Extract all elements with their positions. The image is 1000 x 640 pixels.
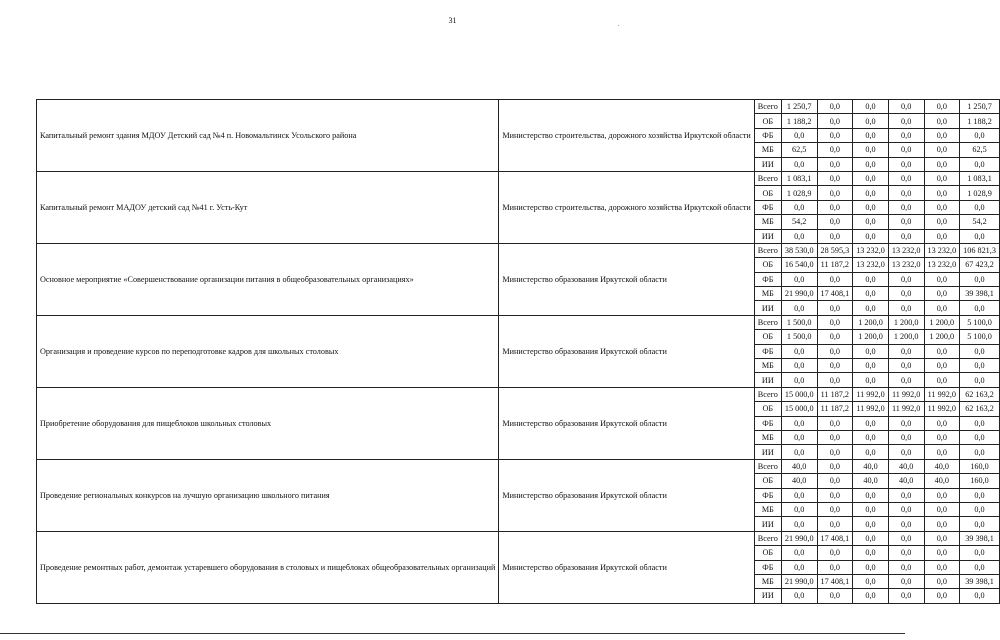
amount-value: 0,0 [781, 128, 817, 142]
amount-value: 0,0 [781, 502, 817, 516]
amount-value: 0,0 [817, 502, 853, 516]
page-mark: . [618, 22, 620, 28]
amount-value: 0,0 [817, 445, 853, 459]
amount-value: 0,0 [924, 128, 960, 142]
amount-value: 40,0 [781, 459, 817, 473]
amount-value: 0,0 [817, 589, 853, 603]
table-row [37, 243, 1000, 257]
amount-value: 13 232,0 [853, 258, 889, 272]
activity-name: Организация и проведение курсов по переподготовке кадров для школьных столовых [37, 315, 499, 387]
amount-value: 0,0 [924, 287, 960, 301]
amount-value: 0,0 [817, 430, 853, 444]
total-value: 0,0 [960, 344, 1000, 358]
responsible-ministry: Министерство образования Иркутской области [499, 387, 754, 459]
amount-value: 0,0 [781, 301, 817, 315]
amount-value: 0,0 [853, 416, 889, 430]
amount-value: 0,0 [888, 215, 924, 229]
amount-value: 0,0 [853, 589, 889, 603]
amount-value: 0,0 [888, 373, 924, 387]
amount-value: 0,0 [817, 474, 853, 488]
amount-value: 0,0 [817, 459, 853, 473]
total-value: 0,0 [960, 488, 1000, 502]
total-value: 67 423,2 [960, 258, 1000, 272]
amount-value: 28 595,3 [817, 243, 853, 257]
amount-value: 0,0 [888, 229, 924, 243]
amount-value: 0,0 [888, 100, 924, 114]
funding-source: ИИ [754, 229, 781, 243]
amount-value: 0,0 [781, 229, 817, 243]
amount-value: 0,0 [924, 589, 960, 603]
amount-value: 0,0 [817, 517, 853, 531]
amount-value: 17 408,1 [817, 531, 853, 545]
total-value: 0,0 [960, 546, 1000, 560]
amount-value: 0,0 [924, 215, 960, 229]
total-value: 0,0 [960, 359, 1000, 373]
amount-value: 0,0 [924, 344, 960, 358]
activity-name: Основное мероприятие «Совершенствование организации питания в общеобразовательных организациях» [37, 243, 499, 315]
amount-value: 21 990,0 [781, 531, 817, 545]
total-value: 1 188,2 [960, 114, 1000, 128]
amount-value: 11 187,2 [817, 258, 853, 272]
amount-value: 0,0 [888, 574, 924, 588]
amount-value: 1 028,9 [781, 186, 817, 200]
amount-value: 38 530,0 [781, 243, 817, 257]
amount-value: 0,0 [853, 546, 889, 560]
amount-value: 0,0 [888, 488, 924, 502]
amount-value: 0,0 [924, 445, 960, 459]
amount-value: 13 232,0 [888, 243, 924, 257]
amount-value: 0,0 [781, 272, 817, 286]
amount-value: 0,0 [853, 100, 889, 114]
amount-value: 40,0 [888, 474, 924, 488]
table-row [37, 171, 1000, 185]
amount-value: 0,0 [924, 546, 960, 560]
amount-value: 0,0 [781, 157, 817, 171]
total-value: 1 083,1 [960, 171, 1000, 185]
total-value: 0,0 [960, 517, 1000, 531]
amount-value: 0,0 [924, 560, 960, 574]
amount-value: 1 250,7 [781, 100, 817, 114]
amount-value: 0,0 [924, 430, 960, 444]
amount-value: 11 992,0 [888, 387, 924, 401]
table-row [37, 531, 1000, 545]
amount-value: 16 540,0 [781, 258, 817, 272]
activity-name: Капитальный ремонт МАДОУ детский сад №41 г. Усть-Кут [37, 171, 499, 243]
amount-value: 0,0 [924, 301, 960, 315]
amount-value: 0,0 [853, 143, 889, 157]
total-value: 0,0 [960, 416, 1000, 430]
amount-value: 0,0 [853, 373, 889, 387]
amount-value: 0,0 [888, 560, 924, 574]
funding-source: ФБ [754, 200, 781, 214]
amount-value: 21 990,0 [781, 287, 817, 301]
amount-value: 0,0 [817, 157, 853, 171]
amount-value: 0,0 [888, 143, 924, 157]
amount-value: 0,0 [924, 517, 960, 531]
amount-value: 40,0 [853, 474, 889, 488]
amount-value: 0,0 [853, 517, 889, 531]
amount-value: 0,0 [781, 517, 817, 531]
amount-value: 0,0 [817, 546, 853, 560]
responsible-ministry: Министерство образования Иркутской области [499, 531, 754, 603]
funding-source: ОБ [754, 402, 781, 416]
amount-value: 0,0 [924, 416, 960, 430]
amount-value: 21 990,0 [781, 574, 817, 588]
funding-source: МБ [754, 430, 781, 444]
amount-value: 0,0 [781, 488, 817, 502]
funding-source: ОБ [754, 474, 781, 488]
amount-value: 0,0 [853, 430, 889, 444]
total-value: 0,0 [960, 301, 1000, 315]
amount-value: 0,0 [853, 344, 889, 358]
funding-source: МБ [754, 215, 781, 229]
funding-source: ОБ [754, 258, 781, 272]
amount-value: 0,0 [888, 546, 924, 560]
amount-value: 0,0 [924, 171, 960, 185]
total-value: 0,0 [960, 430, 1000, 444]
funding-source: ОБ [754, 114, 781, 128]
total-value: 39 398,1 [960, 287, 1000, 301]
amount-value: 0,0 [817, 560, 853, 574]
amount-value: 0,0 [924, 574, 960, 588]
amount-value: 54,2 [781, 215, 817, 229]
amount-value: 13 232,0 [924, 258, 960, 272]
amount-value: 1 200,0 [853, 330, 889, 344]
amount-value: 0,0 [888, 517, 924, 531]
amount-value: 0,0 [888, 200, 924, 214]
amount-value: 0,0 [888, 301, 924, 315]
funding-source: Всего [754, 171, 781, 185]
amount-value: 0,0 [888, 359, 924, 373]
amount-value: 0,0 [888, 430, 924, 444]
total-value: 0,0 [960, 200, 1000, 214]
funding-source: ИИ [754, 589, 781, 603]
funding-source: ИИ [754, 517, 781, 531]
amount-value: 0,0 [817, 100, 853, 114]
amount-value: 0,0 [781, 359, 817, 373]
total-value: 0,0 [960, 502, 1000, 516]
table-row [37, 100, 1000, 114]
amount-value: 0,0 [853, 157, 889, 171]
amount-value: 0,0 [817, 128, 853, 142]
amount-value: 0,0 [817, 272, 853, 286]
amount-value: 1 200,0 [924, 330, 960, 344]
amount-value: 0,0 [781, 560, 817, 574]
amount-value: 0,0 [888, 114, 924, 128]
amount-value: 0,0 [853, 574, 889, 588]
amount-value: 1 500,0 [781, 330, 817, 344]
bottom-border [0, 633, 905, 634]
amount-value: 1 200,0 [853, 315, 889, 329]
total-value: 160,0 [960, 459, 1000, 473]
amount-value: 40,0 [888, 459, 924, 473]
amount-value: 0,0 [817, 186, 853, 200]
funding-source: Всего [754, 100, 781, 114]
amount-value: 0,0 [817, 114, 853, 128]
amount-value: 13 232,0 [888, 258, 924, 272]
amount-value: 0,0 [888, 171, 924, 185]
amount-value: 0,0 [781, 344, 817, 358]
amount-value: 0,0 [853, 502, 889, 516]
total-value: 54,2 [960, 215, 1000, 229]
amount-value: 0,0 [888, 186, 924, 200]
amount-value: 0,0 [853, 359, 889, 373]
amount-value: 0,0 [817, 301, 853, 315]
funding-source: Всего [754, 243, 781, 257]
amount-value: 0,0 [888, 589, 924, 603]
amount-value: 0,0 [817, 488, 853, 502]
amount-value: 40,0 [853, 459, 889, 473]
funding-source: ФБ [754, 560, 781, 574]
amount-value: 0,0 [817, 359, 853, 373]
amount-value: 0,0 [853, 128, 889, 142]
funding-source: ФБ [754, 416, 781, 430]
funding-source: Всего [754, 387, 781, 401]
table-row [37, 387, 1000, 401]
amount-value: 0,0 [888, 157, 924, 171]
amount-value: 0,0 [817, 330, 853, 344]
funding-source: ФБ [754, 344, 781, 358]
funding-source: ОБ [754, 546, 781, 560]
amount-value: 0,0 [924, 359, 960, 373]
amount-value: 0,0 [888, 531, 924, 545]
amount-value: 0,0 [781, 445, 817, 459]
amount-value: 40,0 [781, 474, 817, 488]
page-number: 31 [448, 16, 457, 25]
amount-value: 0,0 [924, 502, 960, 516]
funding-source: МБ [754, 143, 781, 157]
responsible-ministry: Министерство строительства, дорожного хозяйства Иркутской области [499, 171, 754, 243]
amount-value: 0,0 [924, 186, 960, 200]
amount-value: 0,0 [853, 114, 889, 128]
amount-value: 0,0 [781, 416, 817, 430]
amount-value: 0,0 [817, 143, 853, 157]
amount-value: 0,0 [888, 287, 924, 301]
amount-value: 0,0 [924, 272, 960, 286]
responsible-ministry: Министерство образования Иркутской области [499, 315, 754, 387]
amount-value: 0,0 [853, 171, 889, 185]
activity-name: Капитальный ремонт здания МДОУ Детский сад №4 п. Новомальтинск Усольского района [37, 100, 499, 172]
amount-value: 11 187,2 [817, 387, 853, 401]
amount-value: 0,0 [817, 229, 853, 243]
amount-value: 0,0 [853, 229, 889, 243]
amount-value: 1 200,0 [888, 330, 924, 344]
amount-value: 0,0 [924, 157, 960, 171]
amount-value: 40,0 [924, 459, 960, 473]
total-value: 1 028,9 [960, 186, 1000, 200]
amount-value: 0,0 [924, 143, 960, 157]
amount-value: 40,0 [924, 474, 960, 488]
funding-source: ИИ [754, 373, 781, 387]
amount-value: 0,0 [924, 100, 960, 114]
responsible-ministry: Министерство строительства, дорожного хозяйства Иркутской области [499, 100, 754, 172]
funding-source: ИИ [754, 445, 781, 459]
amount-value: 0,0 [781, 200, 817, 214]
amount-value: 0,0 [853, 488, 889, 502]
table-row [37, 315, 1000, 329]
funding-source: ИИ [754, 157, 781, 171]
total-value: 0,0 [960, 589, 1000, 603]
amount-value: 0,0 [888, 416, 924, 430]
amount-value: 1 200,0 [888, 315, 924, 329]
amount-value: 0,0 [817, 416, 853, 430]
total-value: 0,0 [960, 373, 1000, 387]
amount-value: 0,0 [817, 373, 853, 387]
total-value: 0,0 [960, 157, 1000, 171]
amount-value: 1 083,1 [781, 171, 817, 185]
total-value: 0,0 [960, 560, 1000, 574]
amount-value: 0,0 [924, 229, 960, 243]
total-value: 106 821,3 [960, 243, 1000, 257]
amount-value: 11 187,2 [817, 402, 853, 416]
amount-value: 1 188,2 [781, 114, 817, 128]
amount-value: 0,0 [888, 128, 924, 142]
amount-value: 15 000,0 [781, 387, 817, 401]
activity-name: Проведение ремонтных работ, демонтаж устаревшего оборудования в столовых и пищеблоках общеобразовательных организаций [37, 531, 499, 603]
funding-source: Всего [754, 531, 781, 545]
funding-source: ФБ [754, 488, 781, 502]
amount-value: 11 992,0 [924, 402, 960, 416]
total-value: 0,0 [960, 445, 1000, 459]
funding-source: ИИ [754, 301, 781, 315]
amount-value: 0,0 [817, 315, 853, 329]
total-value: 62 163,2 [960, 387, 1000, 401]
amount-value: 0,0 [924, 373, 960, 387]
amount-value: 0,0 [817, 344, 853, 358]
amount-value: 0,0 [853, 200, 889, 214]
amount-value: 0,0 [853, 287, 889, 301]
amount-value: 0,0 [924, 114, 960, 128]
amount-value: 0,0 [853, 301, 889, 315]
amount-value: 0,0 [781, 430, 817, 444]
total-value: 0,0 [960, 229, 1000, 243]
amount-value: 0,0 [853, 272, 889, 286]
total-value: 39 398,1 [960, 574, 1000, 588]
amount-value: 0,0 [924, 200, 960, 214]
table-row [37, 459, 1000, 473]
amount-value: 1 200,0 [924, 315, 960, 329]
responsible-ministry: Министерство образования Иркутской области [499, 243, 754, 315]
funding-source: ОБ [754, 186, 781, 200]
budget-table [36, 99, 1000, 604]
amount-value: 11 992,0 [853, 402, 889, 416]
amount-value: 0,0 [817, 171, 853, 185]
total-value: 39 398,1 [960, 531, 1000, 545]
amount-value: 0,0 [888, 445, 924, 459]
funding-source: ФБ [754, 272, 781, 286]
funding-source: Всего [754, 459, 781, 473]
total-value: 0,0 [960, 272, 1000, 286]
amount-value: 0,0 [853, 560, 889, 574]
funding-source: МБ [754, 287, 781, 301]
activity-name: Приобретение оборудования для пищеблоков школьных столовых [37, 387, 499, 459]
total-value: 5 100,0 [960, 315, 1000, 329]
amount-value: 0,0 [781, 589, 817, 603]
amount-value: 13 232,0 [924, 243, 960, 257]
amount-value: 17 408,1 [817, 287, 853, 301]
total-value: 5 100,0 [960, 330, 1000, 344]
amount-value: 1 500,0 [781, 315, 817, 329]
amount-value: 11 992,0 [888, 402, 924, 416]
amount-value: 11 992,0 [924, 387, 960, 401]
funding-source: МБ [754, 502, 781, 516]
funding-source: ФБ [754, 128, 781, 142]
amount-value: 0,0 [924, 531, 960, 545]
amount-value: 62,5 [781, 143, 817, 157]
responsible-ministry: Министерство образования Иркутской области [499, 459, 754, 531]
amount-value: 17 408,1 [817, 574, 853, 588]
amount-value: 0,0 [817, 200, 853, 214]
amount-value: 0,0 [888, 272, 924, 286]
amount-value: 0,0 [781, 373, 817, 387]
amount-value: 0,0 [924, 488, 960, 502]
amount-value: 15 000,0 [781, 402, 817, 416]
amount-value: 11 992,0 [853, 387, 889, 401]
funding-source: МБ [754, 574, 781, 588]
total-value: 1 250,7 [960, 100, 1000, 114]
total-value: 0,0 [960, 128, 1000, 142]
amount-value: 0,0 [853, 445, 889, 459]
amount-value: 0,0 [853, 531, 889, 545]
funding-source: ОБ [754, 330, 781, 344]
total-value: 62,5 [960, 143, 1000, 157]
amount-value: 0,0 [781, 546, 817, 560]
total-value: 62 163,2 [960, 402, 1000, 416]
amount-value: 0,0 [888, 502, 924, 516]
activity-name: Проведение региональных конкурсов на лучшую организацию школьного питания [37, 459, 499, 531]
amount-value: 0,0 [853, 215, 889, 229]
funding-source: Всего [754, 315, 781, 329]
amount-value: 13 232,0 [853, 243, 889, 257]
total-value: 160,0 [960, 474, 1000, 488]
amount-value: 0,0 [888, 344, 924, 358]
amount-value: 0,0 [817, 215, 853, 229]
funding-source: МБ [754, 359, 781, 373]
amount-value: 0,0 [853, 186, 889, 200]
